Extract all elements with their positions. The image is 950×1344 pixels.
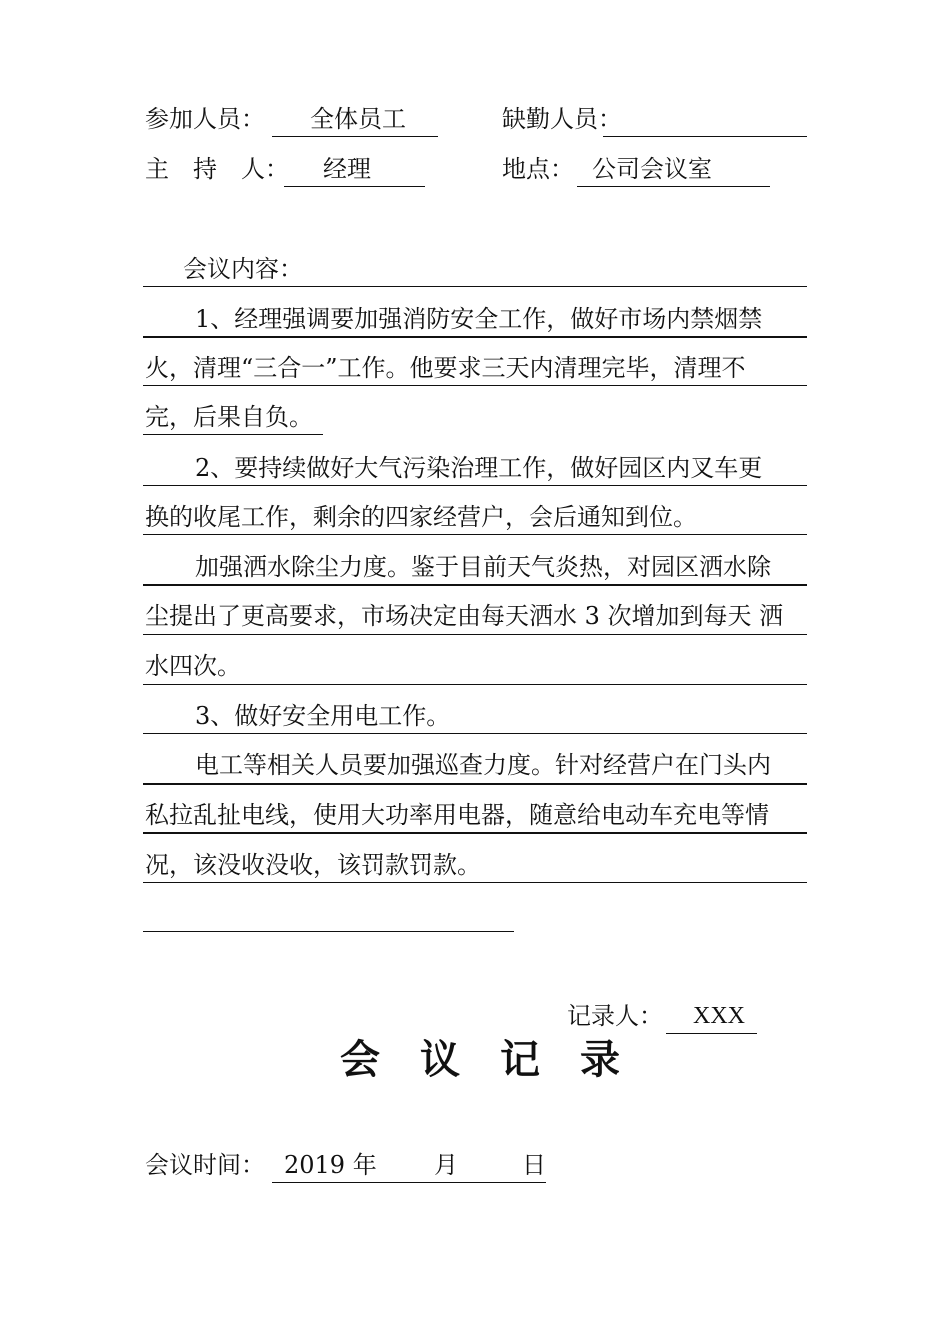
- content-rule-11: [143, 832, 807, 834]
- content-rule-9: [143, 733, 807, 734]
- content-line: 况，该没收没收，该罚款罚款。: [145, 851, 481, 879]
- recorder-underline: [666, 1033, 757, 1034]
- content-line: 3、做好安全用电工作。: [195, 702, 451, 730]
- content-rule-6: [143, 584, 807, 586]
- content-line: 加强洒水除尘力度。鉴于目前天气炎热，对园区洒水除: [195, 553, 771, 581]
- content-rule-4: [143, 485, 807, 486]
- host-underline: [284, 186, 425, 187]
- meeting-time-label: 会议时间：: [145, 1151, 265, 1179]
- content-rule-2: [143, 385, 807, 386]
- host-label: 主 持 人：: [145, 155, 289, 183]
- attendees-underline: [272, 136, 438, 137]
- content-rule-7: [143, 634, 807, 635]
- meeting-time-day: 日: [522, 1151, 546, 1179]
- content-line: 私拉乱扯电线，使用大功率用电器，随意给电动车充电等情: [145, 801, 769, 829]
- absent-label: 缺勤人员：: [502, 105, 622, 133]
- content-line: 2、要持续做好大气污染治理工作，做好园区内叉车更: [195, 454, 763, 482]
- content-line: 火，清理“三合一”工作。他要求三天内清理完毕，清理不: [145, 354, 746, 382]
- content-rule-3: [143, 434, 323, 435]
- content-line: 1、经理强调要加强消防安全工作，做好市场内禁烟禁: [195, 305, 763, 333]
- content-line: 换的收尾工作，剩余的四家经营户，会后通知到位。: [145, 503, 697, 531]
- location-underline: [577, 186, 770, 187]
- content-rule-1: [143, 336, 807, 338]
- content-rule-5: [143, 534, 807, 535]
- location-label: 地点：: [502, 155, 574, 183]
- attendees-label: 参加人员：: [145, 105, 265, 133]
- location-value: 公司会议室: [592, 155, 712, 183]
- host-value: 经理: [323, 155, 371, 183]
- content-line: 完，后果自负。: [145, 403, 313, 431]
- content-line: 电工等相关人员要加强巡查力度。针对经营户在门头内: [195, 751, 771, 779]
- content-rule-8: [143, 684, 807, 685]
- content-line: 水四次。: [145, 652, 241, 680]
- absent-underline: [603, 136, 807, 137]
- document-title: 会议记录: [340, 1036, 660, 1083]
- recorder-label: 记录人：: [567, 1002, 663, 1030]
- content-line: 尘提出了更高要求，市场决定由每天洒水 3 次增加到每天 洒: [145, 602, 784, 630]
- meeting-time-underline: [272, 1182, 546, 1183]
- content-rule-13: [143, 931, 514, 932]
- recorder-value: XXX: [693, 1003, 745, 1029]
- content-rule-12: [143, 882, 807, 883]
- content-rule-10: [143, 783, 807, 785]
- content-heading: 会议内容：: [183, 255, 303, 283]
- content-rule-0: [143, 286, 807, 287]
- meeting-time-year: 2019 年: [284, 1151, 377, 1179]
- attendees-value: 全体员工: [310, 105, 406, 133]
- meeting-time-month: 月: [434, 1151, 458, 1179]
